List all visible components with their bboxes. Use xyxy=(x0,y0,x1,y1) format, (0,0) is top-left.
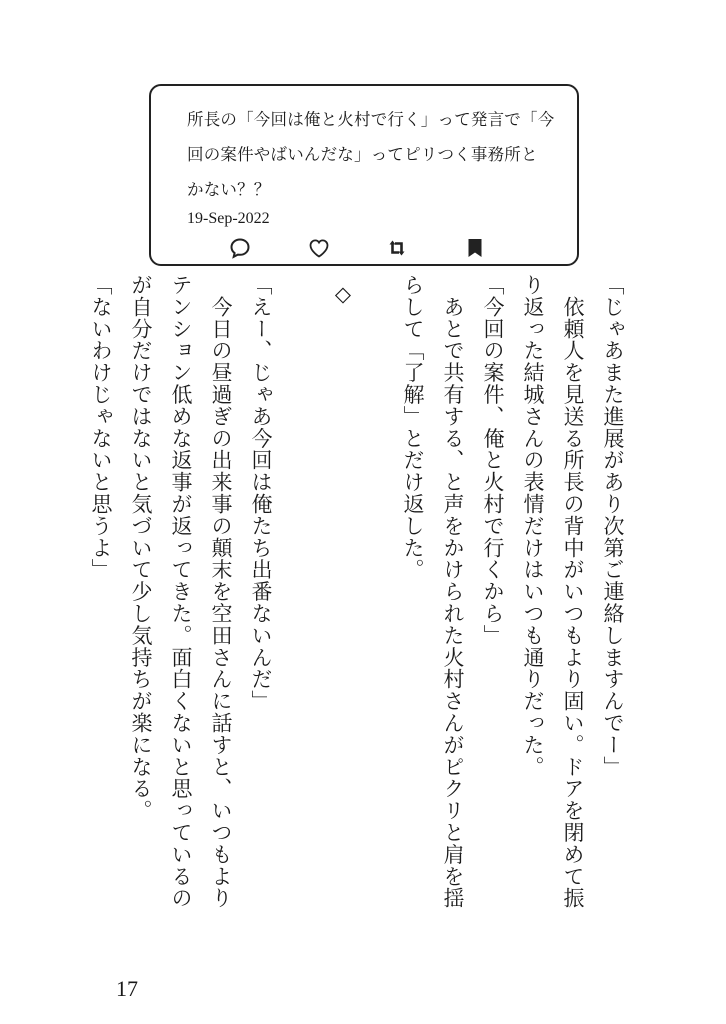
retweet-icon[interactable] xyxy=(385,236,409,260)
body-column: 「じゃあまた進展があり次第ご連絡しますんでー」 xyxy=(601,274,625,778)
body-column: り返った結城さんの表情だけはいつも通りだった。 xyxy=(521,274,545,778)
body-column: 「今回の案件、俺と火村で行くから」 xyxy=(481,274,505,647)
post-text-line: 所長の「今回は俺と火村で行く」って発言で「今 xyxy=(187,110,555,129)
post-text xyxy=(187,102,567,207)
post-text-line: かない？？ xyxy=(187,180,271,199)
post-actions xyxy=(151,236,577,262)
reply-icon[interactable] xyxy=(228,236,252,260)
post-card xyxy=(149,84,579,266)
page-number: 17 xyxy=(116,976,138,1001)
body-column: が自分だけではないと気づいて少し気持ちが楽になる。 xyxy=(129,274,153,822)
post-date: 19-Sep-2022 xyxy=(187,210,270,227)
like-icon[interactable] xyxy=(307,236,331,260)
body-column: 「ないわけじゃないと思うよ」 xyxy=(89,274,113,581)
body-column: 「えー、じゃあ今回は俺たち出番ないんだ」 xyxy=(249,274,273,712)
body-column: 今日の昼過ぎの出来事の顛末を空田さんに話すと、いつもより xyxy=(209,274,233,910)
body-column: あとで共有する、と声をかけられた火村さんがピクリと肩を揺 xyxy=(441,274,465,910)
post-text-line: 回の案件やばいんだな」ってピリつく事務所と xyxy=(187,145,538,164)
body-column: テンション低めな返事が返ってきた。面白くないと思っているの xyxy=(169,274,193,910)
section-divider: ◇ xyxy=(331,282,355,307)
body-column: らして「了解」とだけ返した。 xyxy=(401,274,425,581)
bookmark-icon[interactable] xyxy=(463,236,487,260)
body-column: 依頼人を見送る所長の背中がいつもより固い。ドアを閉めて振 xyxy=(561,274,585,910)
